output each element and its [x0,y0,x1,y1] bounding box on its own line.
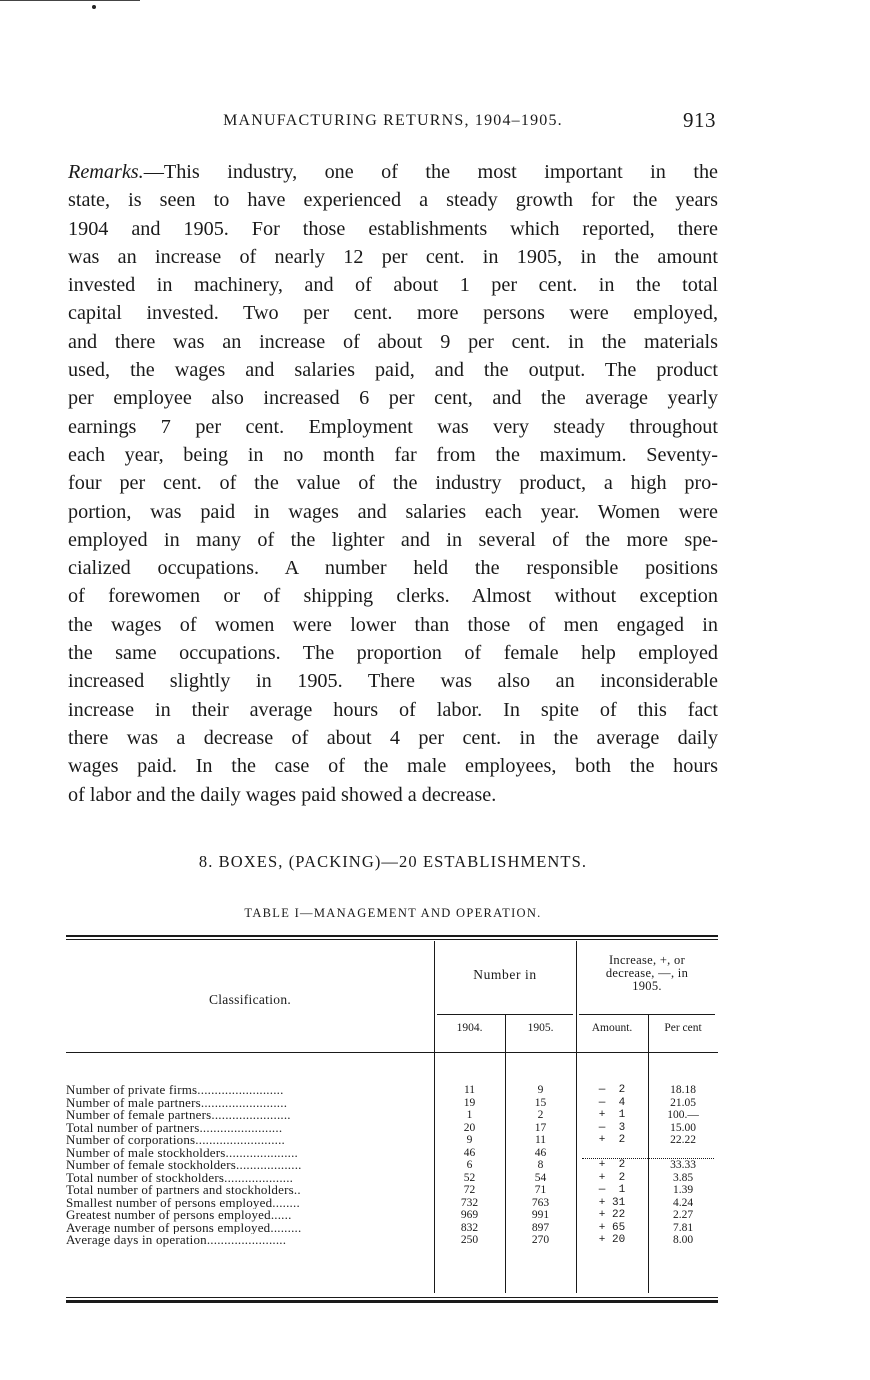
remarks-line-text: —This industry, one of the most important in the [143,161,718,183]
remarks-line: four per cent. of the value of the industry product, a high pro- [68,472,718,495]
table-top-rule [66,935,718,937]
header-amount: Amount. [591,1022,633,1034]
table-row [66,1147,718,1160]
row-label: Total number of partners........................ [66,1121,283,1134]
cell-amount: + 20 [598,1234,626,1246]
cell-1905: 54 [534,1171,547,1184]
header-per-cent: Per cent [664,1022,702,1034]
row-label: Number of corporations.......................... [66,1134,286,1147]
cell-amount: + 65 [598,1221,626,1234]
cell-1905: 17 [534,1121,547,1134]
cell-1904: 832 [460,1221,479,1234]
remarks-line: portion, was paid in wages and salaries each year. Women were [68,500,718,523]
cell-1904: 11 [463,1084,476,1096]
cell-amount: + 2 [598,1159,626,1171]
cell-percent: 7.81 [672,1221,694,1234]
table-row [66,1197,718,1210]
cell-1905: 15 [534,1096,547,1109]
header-1905: 1905. [527,1022,554,1034]
page-number: 913 [683,108,716,132]
row-label: Average number of persons employed......... [66,1221,302,1234]
remarks-line: increased slightly in 1905. There was also an inconsiderable [68,670,718,693]
cell-1904: 52 [463,1171,476,1184]
cell-percent: 100.— [667,1109,699,1121]
cell-1904: 250 [460,1234,479,1246]
remarks-line [68,158,718,186]
table-row [66,1134,718,1147]
cell-1905: 2 [537,1109,544,1121]
row-label: Number of male stockholders..................... [66,1146,299,1159]
cell-percent: 4.24 [672,1196,694,1209]
cell-1904: 732 [460,1196,479,1209]
remarks-line: was an increase of nearly 12 per cent. in 1905, in the amount [68,245,718,268]
header-increase-line: Increase, +, or [608,953,686,967]
remarks-line: increase in their average hours of labor. In spite of this fact [68,698,718,721]
remarks-line: employed in many of the lighter and in several of the more spe- [68,528,718,551]
cell-percent: 3.85 [672,1171,694,1184]
cell-1905: 991 [531,1209,550,1221]
running-head [68,108,718,138]
table-bottom-rule-thin [66,1297,718,1298]
row-label: Number of male partners......................... [66,1096,288,1109]
remarks-line: each year, being in no month far from the maximum. Seventy- [68,443,718,466]
cell-percent: 22.22 [670,1134,696,1146]
cell-1905: 11 [534,1134,547,1146]
cell-percent: 2.27 [672,1209,694,1221]
table-row [66,1084,718,1097]
cell-1904: 1 [466,1109,473,1121]
remarks-line: invested in machinery, and of about 1 per cent. in the total [68,274,718,297]
remarks-line: per employee also increased 6 per cent, and the average yearly [68,387,718,410]
remarks-line: of labor and the daily wages paid showed a decrease. [68,783,497,806]
row-label: Total number of partners and stockholders.. [66,1184,301,1197]
remarks-line: of forewomen or of shipping clerks. Almost without exception [68,585,718,608]
remarks-lead: Remarks. [68,161,144,183]
remarks-line: wages paid. In the case of the male employees, both the hours [68,755,718,778]
cell-1904: 9 [466,1134,473,1146]
row-label: Average days in operation....................... [66,1234,287,1247]
row-label: Total number of stockholders.................... [66,1171,294,1184]
running-title: MANUFACTURING RETURNS, 1904–1905. [223,112,563,129]
row-label: Greatest number of persons employed...... [66,1209,292,1222]
remarks-line: the wages of women were lower than those of men engaged in [68,613,718,636]
table-row [66,1209,718,1222]
cell-1904: 72 [463,1184,476,1196]
cell-percent: 15.00 [670,1121,696,1134]
row-label: Number of female stockholders................... [66,1159,302,1172]
cell-amount: — 1 [598,1184,626,1196]
header-increase-line: 1905. [632,979,662,993]
cell-amount: — 2 [598,1084,626,1096]
cell-1905: 763 [531,1196,550,1209]
cell-amount: + 22 [598,1209,626,1221]
remarks-paragraph [68,158,718,809]
table-top-rule-thin [66,939,718,940]
remarks-line: used, the wages and salaries paid, and the output. The product [68,359,718,382]
cell-percent: 21.05 [670,1096,696,1109]
remarks-line: there was a decrease of about 4 per cent. in the average daily [68,726,718,749]
cell-1904: 969 [460,1209,479,1221]
remarks-line: earnings 7 per cent. Employment was very steady throughout [68,415,718,438]
cell-1905: 897 [531,1221,550,1234]
cell-amount: — 4 [598,1096,626,1109]
cell-1904: 6 [466,1159,473,1171]
table-body [66,1084,718,1247]
corner-rule [0,0,140,1]
row-label: Number of female partners....................... [66,1109,291,1122]
cell-1905: 46 [534,1146,547,1159]
header-increase-line: decrease, —, in [605,966,689,980]
remarks-line: capital invested. Two per cent. more persons were employed, [68,302,718,325]
cell-1904: 46 [463,1146,476,1159]
header-number-in: Number in [473,967,537,982]
cell-amount: + 1 [598,1109,626,1121]
section-title: 8. BOXES, (PACKING)—20 ESTABLISHMENTS. [198,852,588,871]
table-row [66,1097,718,1110]
cell-amount: — 3 [598,1121,626,1134]
table-header-rule [66,1052,718,1053]
cell-1904: 20 [463,1121,476,1134]
header-subrule [579,1014,715,1015]
table-row [66,1122,718,1135]
header-subrule [437,1014,573,1015]
table-row [66,1159,718,1172]
row-label: Number of private firms......................... [66,1084,284,1097]
table-row [66,1234,718,1247]
cell-percent: 1.39 [672,1184,694,1196]
cell-1904: 19 [463,1096,476,1109]
table-title: TABLE I—MANAGEMENT AND OPERATION. [244,906,542,920]
remarks-line: state, is seen to have experienced a steady growth for the years [68,189,718,212]
table-row [66,1172,718,1185]
cell-amount: + 2 [598,1134,626,1146]
cell-amount: + 2 [598,1171,626,1184]
header-increase-decrease [576,954,718,993]
cell-amount: + 31 [598,1196,626,1209]
table-row [66,1222,718,1235]
cell-1905: 9 [537,1084,544,1096]
remarks-line: and there was an increase of about 9 per cent. in the materials [68,330,718,353]
remarks-line: 1904 and 1905. For those establishments which reported, there [68,217,718,240]
cell-percent: 18.18 [670,1084,696,1096]
remarks-line: cialized occupations. A number held the responsible positions [68,557,718,580]
management-operation-table [66,935,718,1307]
header-1904: 1904. [456,1022,483,1034]
header-classification: Classification. [208,992,292,1007]
remarks-line: the same occupations. The proportion of female help employed [68,642,718,665]
cell-percent: 8.00 [672,1234,694,1246]
row-label: Smallest number of persons employed........ [66,1196,300,1209]
cell-1905: 8 [537,1159,544,1171]
corner-dot [92,5,96,9]
table-row [66,1109,718,1122]
table-bottom-rule [66,1300,718,1303]
cell-1905: 71 [534,1184,547,1196]
table-row [66,1184,718,1197]
cell-1905: 270 [531,1234,550,1246]
cell-percent: 33.33 [670,1159,696,1171]
